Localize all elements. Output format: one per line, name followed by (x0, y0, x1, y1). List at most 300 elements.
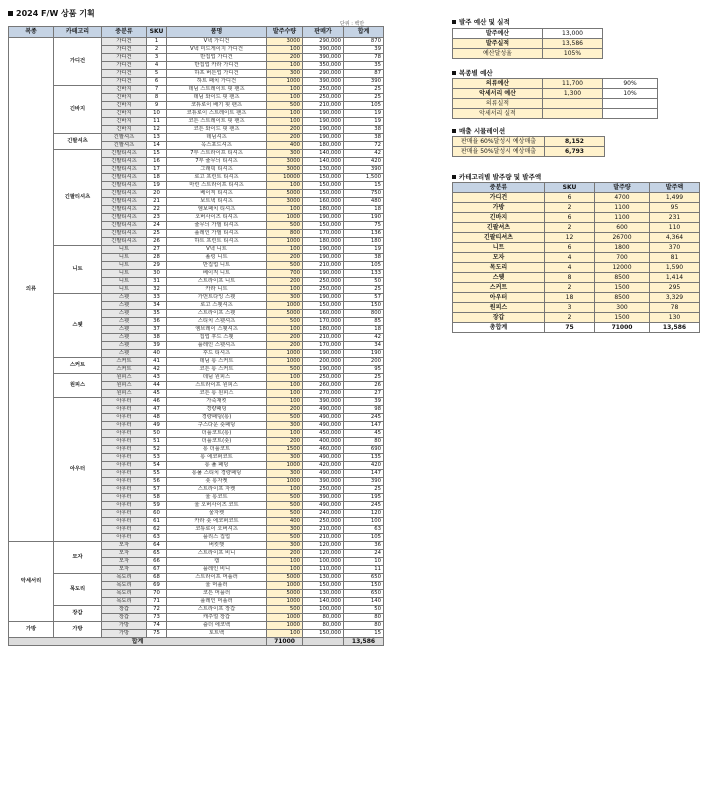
product-name-cell: V넥 니트 (167, 246, 267, 254)
subcategory-cell: 긴팔티셔츠 (102, 230, 147, 238)
split-row: 악세서리 예산 1,300 10% (453, 89, 658, 99)
subcategory-cell: 긴바지 (102, 110, 147, 118)
sum-cell: 80 (344, 438, 384, 446)
subcategory-cell: 아우터 (102, 446, 147, 454)
subcategory-cell: 아우터 (102, 494, 147, 502)
subcategory-cell: 스웻 (102, 342, 147, 350)
cat-amount-cell: 95 (650, 203, 700, 213)
price-cell: 490,000 (303, 454, 344, 462)
sku-cell: 32 (147, 286, 167, 294)
subcategory-cell: 아우터 (102, 478, 147, 486)
subcategory-cell: 긴바지 (102, 86, 147, 94)
qty-cell: 500 (267, 366, 303, 374)
price-cell: 260,000 (303, 382, 344, 390)
group-cell: 의류 (9, 38, 54, 542)
sum-cell: 25 (344, 286, 384, 294)
qty-cell: 100 (267, 374, 303, 382)
subcategory-cell: 긴팔티셔츠 (102, 166, 147, 174)
category-budget-table (452, 78, 658, 119)
qty-cell: 1000 (267, 214, 303, 222)
budget-section-title: 발주 예산 및 실적 (452, 17, 510, 26)
subcategory-cell: 니트 (102, 254, 147, 262)
cat-qty-cell: 1500 (595, 283, 650, 293)
sum-cell: 39 (344, 46, 384, 54)
qty-cell: 500 (267, 414, 303, 422)
sku-cell: 44 (147, 382, 167, 390)
price-cell: 160,000 (303, 310, 344, 318)
price-cell: 390,000 (303, 54, 344, 62)
price-cell: 190,000 (303, 110, 344, 118)
sum-cell: 100 (344, 518, 384, 526)
cat-qty-cell: 1800 (595, 243, 650, 253)
sku-cell: 34 (147, 302, 167, 310)
price-cell: 400,000 (303, 438, 344, 446)
sum-cell: 26 (344, 382, 384, 390)
qty-cell: 700 (267, 270, 303, 278)
cat-sku-cell: 2 (545, 223, 595, 233)
product-name-cell: 스트라이프 머플러 (167, 574, 267, 582)
price-cell: 80,000 (303, 614, 344, 622)
qty-cell: 1000 (267, 462, 303, 470)
qty-cell: 5000 (267, 190, 303, 198)
product-name-cell: 하프 버튼업 가디건 (167, 70, 267, 78)
sum-cell: 75 (344, 222, 384, 230)
product-name-cell: 데님 원피스 (167, 374, 267, 382)
cat-row (453, 293, 700, 303)
sku-cell: 42 (147, 366, 167, 374)
product-name-cell: 코듀로이 배기 핏 팬츠 (167, 102, 267, 110)
cat-sku-cell: 18 (545, 293, 595, 303)
product-name-cell: 코튼 롱 원피스 (167, 390, 267, 398)
qty-cell: 200 (267, 126, 303, 134)
sku-cell: 67 (147, 566, 167, 574)
cat-row (453, 283, 700, 293)
header-group: 복종 (9, 27, 54, 38)
qty-cell: 100 (267, 558, 303, 566)
sum-cell: 650 (344, 590, 384, 598)
sum-cell: 245 (344, 502, 384, 510)
sum-cell: 87 (344, 70, 384, 78)
sku-cell: 37 (147, 326, 167, 334)
sku-cell: 47 (147, 406, 167, 414)
product-name-cell: 옥스포드셔츠 (167, 142, 267, 150)
split-section-title: 복종별 예산 (452, 68, 493, 77)
sku-cell: 28 (147, 254, 167, 262)
sum-cell: 180 (344, 238, 384, 246)
product-name-cell: 엠브레이 스웻셔츠 (167, 326, 267, 334)
sku-cell: 68 (147, 574, 167, 582)
product-name-cell: 코튼 머플러 (167, 590, 267, 598)
sku-cell: 51 (147, 438, 167, 446)
cat-qty-cell: 8500 (595, 293, 650, 303)
cat-name-cell: 가디건 (453, 193, 545, 203)
price-cell: 150,000 (303, 174, 344, 182)
sum-cell: 15 (344, 630, 384, 638)
subcategory-cell: 아우터 (102, 502, 147, 510)
price-cell: 150,000 (303, 582, 344, 590)
sku-cell: 49 (147, 422, 167, 430)
bullet-square-icon (452, 129, 456, 133)
category-cell: 목도리 (54, 574, 102, 606)
sum-cell: 190 (344, 350, 384, 358)
table-row (9, 294, 384, 302)
subcategory-cell: 모자 (102, 558, 147, 566)
sum-cell: 750 (344, 190, 384, 198)
total-qty: 71000 (267, 638, 303, 646)
sum-cell: 195 (344, 494, 384, 502)
split-row: 의류예산 11,700 90% (453, 79, 658, 89)
sum-cell: 133 (344, 270, 384, 278)
subcategory-cell: 긴팔티셔츠 (102, 150, 147, 158)
price-cell: 140,000 (303, 150, 344, 158)
sku-cell: 65 (147, 550, 167, 558)
price-cell: 190,000 (303, 118, 344, 126)
price-cell: 190,000 (303, 294, 344, 302)
cat-row (453, 233, 700, 243)
sku-cell: 62 (147, 526, 167, 534)
cat-name-cell: 니트 (453, 243, 545, 253)
product-name-cell: 스티치 스웻셔츠 (167, 318, 267, 326)
cat-row (453, 313, 700, 323)
sum-cell: 150 (344, 582, 384, 590)
subcategory-cell: 스웻 (102, 310, 147, 318)
subcategory-cell: 모자 (102, 566, 147, 574)
sim-row: 판매율 60%달성시 예상매출 8,152 (453, 137, 605, 147)
sku-cell: 52 (147, 446, 167, 454)
sum-cell: 25 (344, 86, 384, 94)
qty-cell: 5000 (267, 574, 303, 582)
price-cell: 490,000 (303, 502, 344, 510)
qty-cell: 500 (267, 502, 303, 510)
subcategory-cell: 긴팔티셔츠 (102, 238, 147, 246)
subcategory-cell: 긴팔셔츠 (102, 142, 147, 150)
sum-cell: 78 (344, 54, 384, 62)
product-name-cell: 플레인 머플러 (167, 598, 267, 606)
price-cell: 190,000 (303, 270, 344, 278)
subcategory-cell: 가방 (102, 630, 147, 638)
sku-cell: 30 (147, 270, 167, 278)
product-name-cell: 오버사이즈 티셔츠 (167, 214, 267, 222)
sku-cell: 69 (147, 582, 167, 590)
sku-cell: 73 (147, 614, 167, 622)
split-row: 의류실적 (453, 99, 658, 109)
sum-cell: 19 (344, 246, 384, 254)
qty-cell: 100 (267, 430, 303, 438)
category-cell: 가디건 (54, 38, 102, 86)
qty-cell: 100 (267, 86, 303, 94)
product-name-cell: 스트라이프 자켓 (167, 486, 267, 494)
qty-cell: 100 (267, 286, 303, 294)
product-name-cell: 카라 니트 (167, 286, 267, 294)
category-cell: 장갑 (54, 606, 102, 622)
cat-name-cell: 모자 (453, 253, 545, 263)
cat-amount-cell: 130 (650, 313, 700, 323)
price-cell: 80,000 (303, 622, 344, 630)
header-product-name: 품명 (167, 27, 267, 38)
qty-cell: 500 (267, 534, 303, 542)
sku-cell: 19 (147, 182, 167, 190)
qty-cell: 3000 (267, 38, 303, 46)
product-name-cell: 롱 풀 패딩 (167, 462, 267, 470)
qty-cell: 1000 (267, 614, 303, 622)
subcategory-cell: 니트 (102, 278, 147, 286)
qty-cell: 1000 (267, 582, 303, 590)
sum-cell: 38 (344, 254, 384, 262)
sum-cell: 80 (344, 614, 384, 622)
header-sum: 합계 (344, 27, 384, 38)
qty-cell: 100 (267, 382, 303, 390)
sum-cell: 136 (344, 230, 384, 238)
qty-cell: 500 (267, 494, 303, 502)
subcategory-cell: 모자 (102, 542, 147, 550)
subcategory-cell: 아우터 (102, 470, 147, 478)
product-name-cell: 롱 더플코트 (167, 446, 267, 454)
sum-cell: 10 (344, 558, 384, 566)
sum-cell: 98 (344, 406, 384, 414)
price-cell: 210,000 (303, 334, 344, 342)
sku-cell: 35 (147, 310, 167, 318)
product-name-cell: 캡 (167, 558, 267, 566)
price-cell: 210,000 (303, 102, 344, 110)
price-cell: 450,000 (303, 430, 344, 438)
product-name-cell: 토트백 (167, 630, 267, 638)
sum-cell: 27 (344, 390, 384, 398)
sku-cell: 13 (147, 134, 167, 142)
sku-cell: 15 (147, 150, 167, 158)
subcategory-cell: 스웻 (102, 326, 147, 334)
subcategory-cell: 스커트 (102, 366, 147, 374)
product-name-cell: 가먼트다잉 스웻 (167, 294, 267, 302)
product-name-cell: 더플코트(숏) (167, 438, 267, 446)
cat-amount-cell: 1,499 (650, 193, 700, 203)
qty-cell: 1000 (267, 78, 303, 86)
price-cell: 350,000 (303, 62, 344, 70)
qty-cell: 300 (267, 526, 303, 534)
category-cell: 긴팔티셔츠 (54, 150, 102, 246)
sku-cell: 54 (147, 462, 167, 470)
cat-qty-cell: 12000 (595, 263, 650, 273)
subcategory-cell: 가디건 (102, 70, 147, 78)
product-name-cell: 폴링 니트 (167, 254, 267, 262)
cat-amount-cell: 4,364 (650, 233, 700, 243)
qty-cell: 200 (267, 438, 303, 446)
qty-cell: 100 (267, 62, 303, 70)
product-name-cell: 롱 에코퍼코트 (167, 454, 267, 462)
sum-cell: 690 (344, 446, 384, 454)
header-price: 판매가 (303, 27, 344, 38)
subcategory-cell: 긴바지 (102, 118, 147, 126)
sum-cell: 25 (344, 486, 384, 494)
product-name-cell: 울자켓 (167, 510, 267, 518)
price-cell: 490,000 (303, 406, 344, 414)
qty-cell: 500 (267, 262, 303, 270)
sku-cell: 39 (147, 342, 167, 350)
qty-cell: 100 (267, 46, 303, 54)
qty-cell: 500 (267, 510, 303, 518)
bullet-square-icon (452, 175, 456, 179)
sku-cell: 66 (147, 558, 167, 566)
product-name-cell: 카라 숏 에코퍼코트 (167, 518, 267, 526)
price-cell: 250,000 (303, 286, 344, 294)
qty-cell: 1000 (267, 238, 303, 246)
product-name-cell: 더플코트(롱) (167, 430, 267, 438)
subcategory-cell: 긴팔티셔츠 (102, 182, 147, 190)
price-cell: 210,000 (303, 262, 344, 270)
product-name-cell: 보트넥 티셔츠 (167, 198, 267, 206)
sum-cell: 50 (344, 606, 384, 614)
qty-cell: 300 (267, 150, 303, 158)
sku-cell: 38 (147, 334, 167, 342)
subcategory-cell: 긴팔셔츠 (102, 134, 147, 142)
cat-sku-cell: 2 (545, 203, 595, 213)
qty-cell: 3000 (267, 198, 303, 206)
cat-amount-cell: 78 (650, 303, 700, 313)
header-category: 카테고리 (54, 27, 102, 38)
subcategory-cell: 가디건 (102, 38, 147, 46)
qty-cell: 200 (267, 278, 303, 286)
cat-row (453, 263, 700, 273)
qty-cell: 100 (267, 182, 303, 190)
subcategory-cell: 아우터 (102, 414, 147, 422)
subcategory-cell: 스웻 (102, 334, 147, 342)
product-name-cell: 코튼 롱 스커트 (167, 366, 267, 374)
sku-cell: 20 (147, 190, 167, 198)
subcategory-cell: 가디건 (102, 46, 147, 54)
cat-sku-cell: 12 (545, 233, 595, 243)
qty-cell: 200 (267, 134, 303, 142)
product-name-cell: 베이직 티셔츠 (167, 190, 267, 198)
product-name-cell: 스트라이프 스웻 (167, 310, 267, 318)
product-plan-table (8, 26, 384, 646)
cat-qty-cell: 8500 (595, 273, 650, 283)
sku-cell: 53 (147, 454, 167, 462)
sku-cell: 55 (147, 470, 167, 478)
product-name-cell: 7부 스트라이프 티셔츠 (167, 150, 267, 158)
qty-cell: 3000 (267, 166, 303, 174)
group-cell: 악세서리 (9, 542, 54, 622)
sku-cell: 43 (147, 374, 167, 382)
sku-cell: 40 (147, 350, 167, 358)
cat-header-amount: 발주액 (650, 183, 700, 193)
product-name-cell: 베이직 니트 (167, 270, 267, 278)
subcategory-cell: 가디건 (102, 54, 147, 62)
sku-cell: 8 (147, 94, 167, 102)
sku-cell: 61 (147, 518, 167, 526)
sku-cell: 21 (147, 198, 167, 206)
price-cell: 240,000 (303, 510, 344, 518)
product-name-cell: 반집업 카라 가디건 (167, 62, 267, 70)
category-cell: 긴팔셔츠 (54, 134, 102, 150)
sum-cell: 36 (344, 542, 384, 550)
sku-cell: 1 (147, 38, 167, 46)
product-name-cell: 로고 프린트 티셔츠 (167, 174, 267, 182)
price-cell: 250,000 (303, 486, 344, 494)
sum-cell: 420 (344, 462, 384, 470)
qty-cell: 800 (267, 230, 303, 238)
subcategory-cell: 아우터 (102, 422, 147, 430)
qty-cell: 100 (267, 246, 303, 254)
sum-cell: 25 (344, 94, 384, 102)
subcategory-cell: 스웻 (102, 350, 147, 358)
sku-cell: 17 (147, 166, 167, 174)
cat-name-cell: 가방 (453, 203, 545, 213)
product-name-cell: 스트라이프 장갑 (167, 606, 267, 614)
sum-cell: 190 (344, 214, 384, 222)
bullet-square-icon (8, 11, 13, 16)
table-row (9, 38, 384, 46)
subcategory-cell: 긴팔티셔츠 (102, 190, 147, 198)
table-row (9, 542, 384, 550)
product-name-cell: 플레인 스웻셔츠 (167, 342, 267, 350)
cat-amount-cell: 110 (650, 223, 700, 233)
cat-row (453, 203, 700, 213)
subcategory-cell: 긴바지 (102, 102, 147, 110)
cat-amount-cell: 370 (650, 243, 700, 253)
subcategory-cell: 긴바지 (102, 126, 147, 134)
product-name-cell: 플리스 집업 (167, 534, 267, 542)
cat-amount-cell: 1,414 (650, 273, 700, 283)
sum-cell: 135 (344, 454, 384, 462)
cat-qty-cell: 300 (595, 303, 650, 313)
price-cell: 210,000 (303, 534, 344, 542)
sku-cell: 59 (147, 502, 167, 510)
main-header-row (9, 27, 384, 38)
product-name-cell: 스트라이프 비니 (167, 550, 267, 558)
subcategory-cell: 원피스 (102, 374, 147, 382)
qty-cell: 300 (267, 470, 303, 478)
price-cell: 130,000 (303, 574, 344, 582)
qty-cell: 1000 (267, 622, 303, 630)
qty-cell: 300 (267, 454, 303, 462)
sum-cell: 1,500 (344, 174, 384, 182)
qty-cell: 300 (267, 70, 303, 78)
qty-cell: 200 (267, 334, 303, 342)
subcategory-cell: 스웻 (102, 318, 147, 326)
subcategory-cell: 스웻 (102, 294, 147, 302)
sum-cell: 105 (344, 534, 384, 542)
qty-cell: 200 (267, 342, 303, 350)
product-name-cell: 데님 스트레이트 핏 팬츠 (167, 86, 267, 94)
sim-section-title: 매출 시뮬레이션 (452, 126, 505, 135)
cat-amount-cell: 3,329 (650, 293, 700, 303)
sum-cell: 390 (344, 478, 384, 486)
price-cell: 130,000 (303, 590, 344, 598)
qty-cell: 300 (267, 542, 303, 550)
split-row: 악세서리 실적 (453, 109, 658, 119)
price-cell: 190,000 (303, 214, 344, 222)
sum-cell: 42 (344, 334, 384, 342)
qty-cell: 200 (267, 54, 303, 62)
sum-cell: 150 (344, 302, 384, 310)
cat-qty-cell: 700 (595, 253, 650, 263)
table-row (9, 86, 384, 94)
price-cell: 250,000 (303, 518, 344, 526)
sku-cell: 6 (147, 78, 167, 86)
subcategory-cell: 아우터 (102, 398, 147, 406)
header-sku: SKU (147, 27, 167, 38)
price-cell: 150,000 (303, 630, 344, 638)
subcategory-cell: 긴팔티셔츠 (102, 198, 147, 206)
price-cell: 100,000 (303, 558, 344, 566)
sum-cell: 85 (344, 318, 384, 326)
sum-cell: 34 (344, 342, 384, 350)
cat-qty-cell: 26700 (595, 233, 650, 243)
sum-cell: 45 (344, 430, 384, 438)
product-name-cell: 울 롱코트 (167, 494, 267, 502)
qty-cell: 1500 (267, 446, 303, 454)
qty-cell: 100 (267, 110, 303, 118)
subcategory-cell: 장갑 (102, 614, 147, 622)
